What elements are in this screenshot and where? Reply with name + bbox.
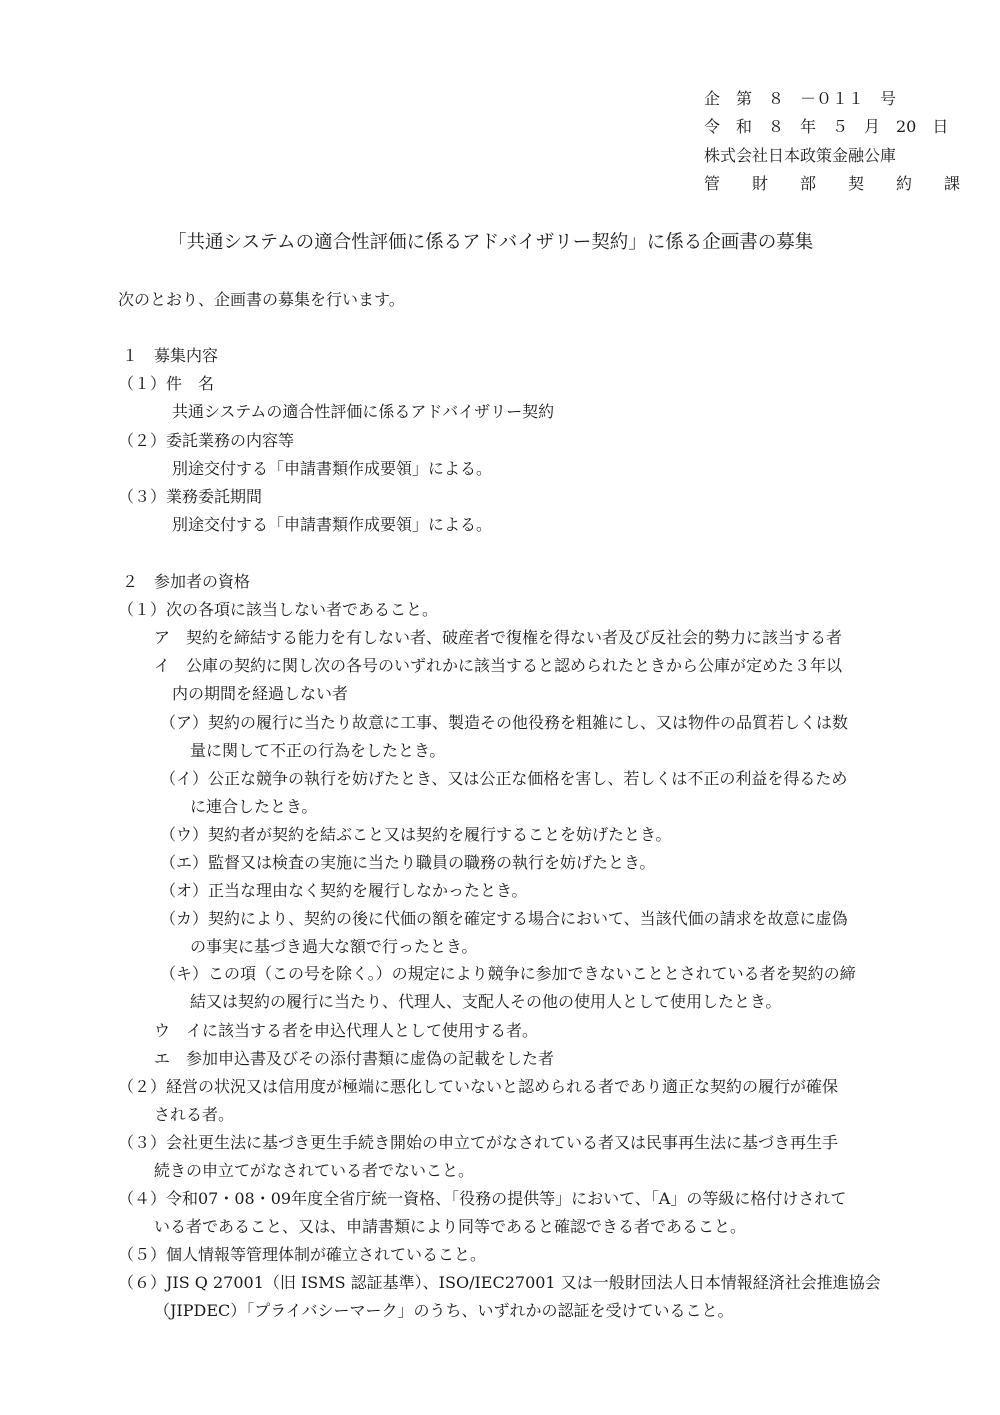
- clause-a-line-2: 量に関して不正の行為をしたとき。: [190, 741, 446, 760]
- section-2-item-6-line-1: （６）JIS Q 27001（旧 ISMS 認証基準）、ISO/IEC27001 又は一般財団法人日本情報経済社会推進協会: [118, 1273, 881, 1292]
- sub-item-a: ア 契約を締結する能力を有しない者、破産者で復権を得ない者及び反社会的勢力に該当する者: [154, 628, 843, 647]
- sub-item-i-line-2: 内の期間を経過しない者: [172, 684, 349, 703]
- clause-e: （エ）監督又は検査の実施に当たり職員の職務の執行を妨げたとき。: [160, 853, 656, 872]
- sub-item-e: エ 参加申込書及びその添付書類に虚偽の記載をした者: [154, 1049, 555, 1068]
- organization-name: 株式会社日本政策金融公庫: [704, 146, 897, 165]
- clause-ka-line-1: （カ）契約により、契約の後に代価の額を確定する場合において、当該代価の請求を故意に虚偽: [160, 909, 848, 928]
- clause-ki-line-1: （キ）この項（この号を除く。）の規定により競争に参加できないこととされている者を契約の締: [160, 964, 856, 983]
- section-1-item-2-text: 別途交付する「申請書類作成要領」による。: [172, 459, 493, 478]
- clause-i-line-2: に連合したとき。: [190, 797, 318, 816]
- section-1-item-3-label: （３）業務委託期間: [118, 487, 263, 506]
- sub-item-u: ウ イに該当する者を申込代理人として使用する者。: [154, 1021, 539, 1040]
- clause-o: （オ）正当な理由なく契約を履行しなかったとき。: [160, 881, 528, 900]
- section-2-item-6-line-2: （JIPDEC）「プライバシーマーク」のうち、いずれかの認証を受けていること。: [154, 1301, 734, 1320]
- section-2-item-4-line-2: いる者であること、又は、申請書類により同等であると確認できる者であること。: [154, 1217, 747, 1236]
- section-2-item-3-line-2: 続きの申立てがなされている者でないこと。: [154, 1161, 475, 1180]
- document-number: 企 第 ８ －０１１ 号: [704, 89, 897, 108]
- clause-ka-line-2: の事実に基づき過大な額で行ったとき。: [190, 937, 478, 956]
- clause-i-line-1: （イ）公正な競争の執行を妨げたとき、又は公正な価格を害し、若しくは不正の利益を得るため: [160, 769, 848, 788]
- department-name: 管 財 部 契 約 課: [704, 174, 961, 193]
- document-title: 「共通システムの適合性評価に係るアドバイザリー契約」に係る企画書の募集: [168, 232, 814, 253]
- issue-date: 令 和 ８ 年 ５ 月 20 日: [704, 117, 949, 136]
- section-2-item-1: （１）次の各項に該当しない者であること。: [118, 600, 439, 619]
- intro-text: 次のとおり、企画書の募集を行います。: [118, 290, 405, 309]
- section-2-item-4-line-1: （４）令和07・08・09年度全省庁統一資格、「役務の提供等」において、「A」の等級に格付けされて: [118, 1189, 847, 1208]
- section-2-heading: ２ 参加者の資格: [122, 572, 251, 591]
- sub-item-i-line-1: イ 公庫の契約に関し次の各号のいずれかに該当すると認められたときから公庫が定めた３年以: [154, 656, 843, 675]
- section-2-item-2-line-1: （２）経営の状況又は信用度が極端に悪化していないと認められる者であり適正な契約の履行が確保: [118, 1077, 839, 1096]
- section-2-item-2-line-2: される者。: [154, 1105, 235, 1124]
- section-1-item-1-text: 共通システムの適合性評価に係るアドバイザリー契約: [172, 402, 555, 421]
- clause-ki-line-2: 結又は契約の履行に当たり、代理人、支配人その他の使用人として使用したとき。: [190, 992, 782, 1011]
- clause-u: （ウ）契約者が契約を結ぶこと又は契約を履行することを妨げたとき。: [160, 825, 672, 844]
- clause-a-line-1: （ア）契約の履行に当たり故意に工事、製造その他役務を粗雑にし、又は物件の品質若しくは数: [160, 713, 849, 732]
- section-1-item-1-label: （１）件 名: [118, 374, 215, 393]
- section-1-heading: １ 募集内容: [122, 346, 219, 365]
- section-2-item-3-line-1: （３）会社更生法に基づき更生手続き開始の申立てがなされている者又は民事再生法に基づき再生手: [118, 1133, 839, 1152]
- section-1-item-3-text: 別途交付する「申請書類作成要領」による。: [172, 515, 493, 534]
- section-1-item-2-label: （２）委託業務の内容等: [118, 431, 295, 450]
- section-2-item-5: （５）個人情報等管理体制が確立されていること。: [118, 1245, 487, 1264]
